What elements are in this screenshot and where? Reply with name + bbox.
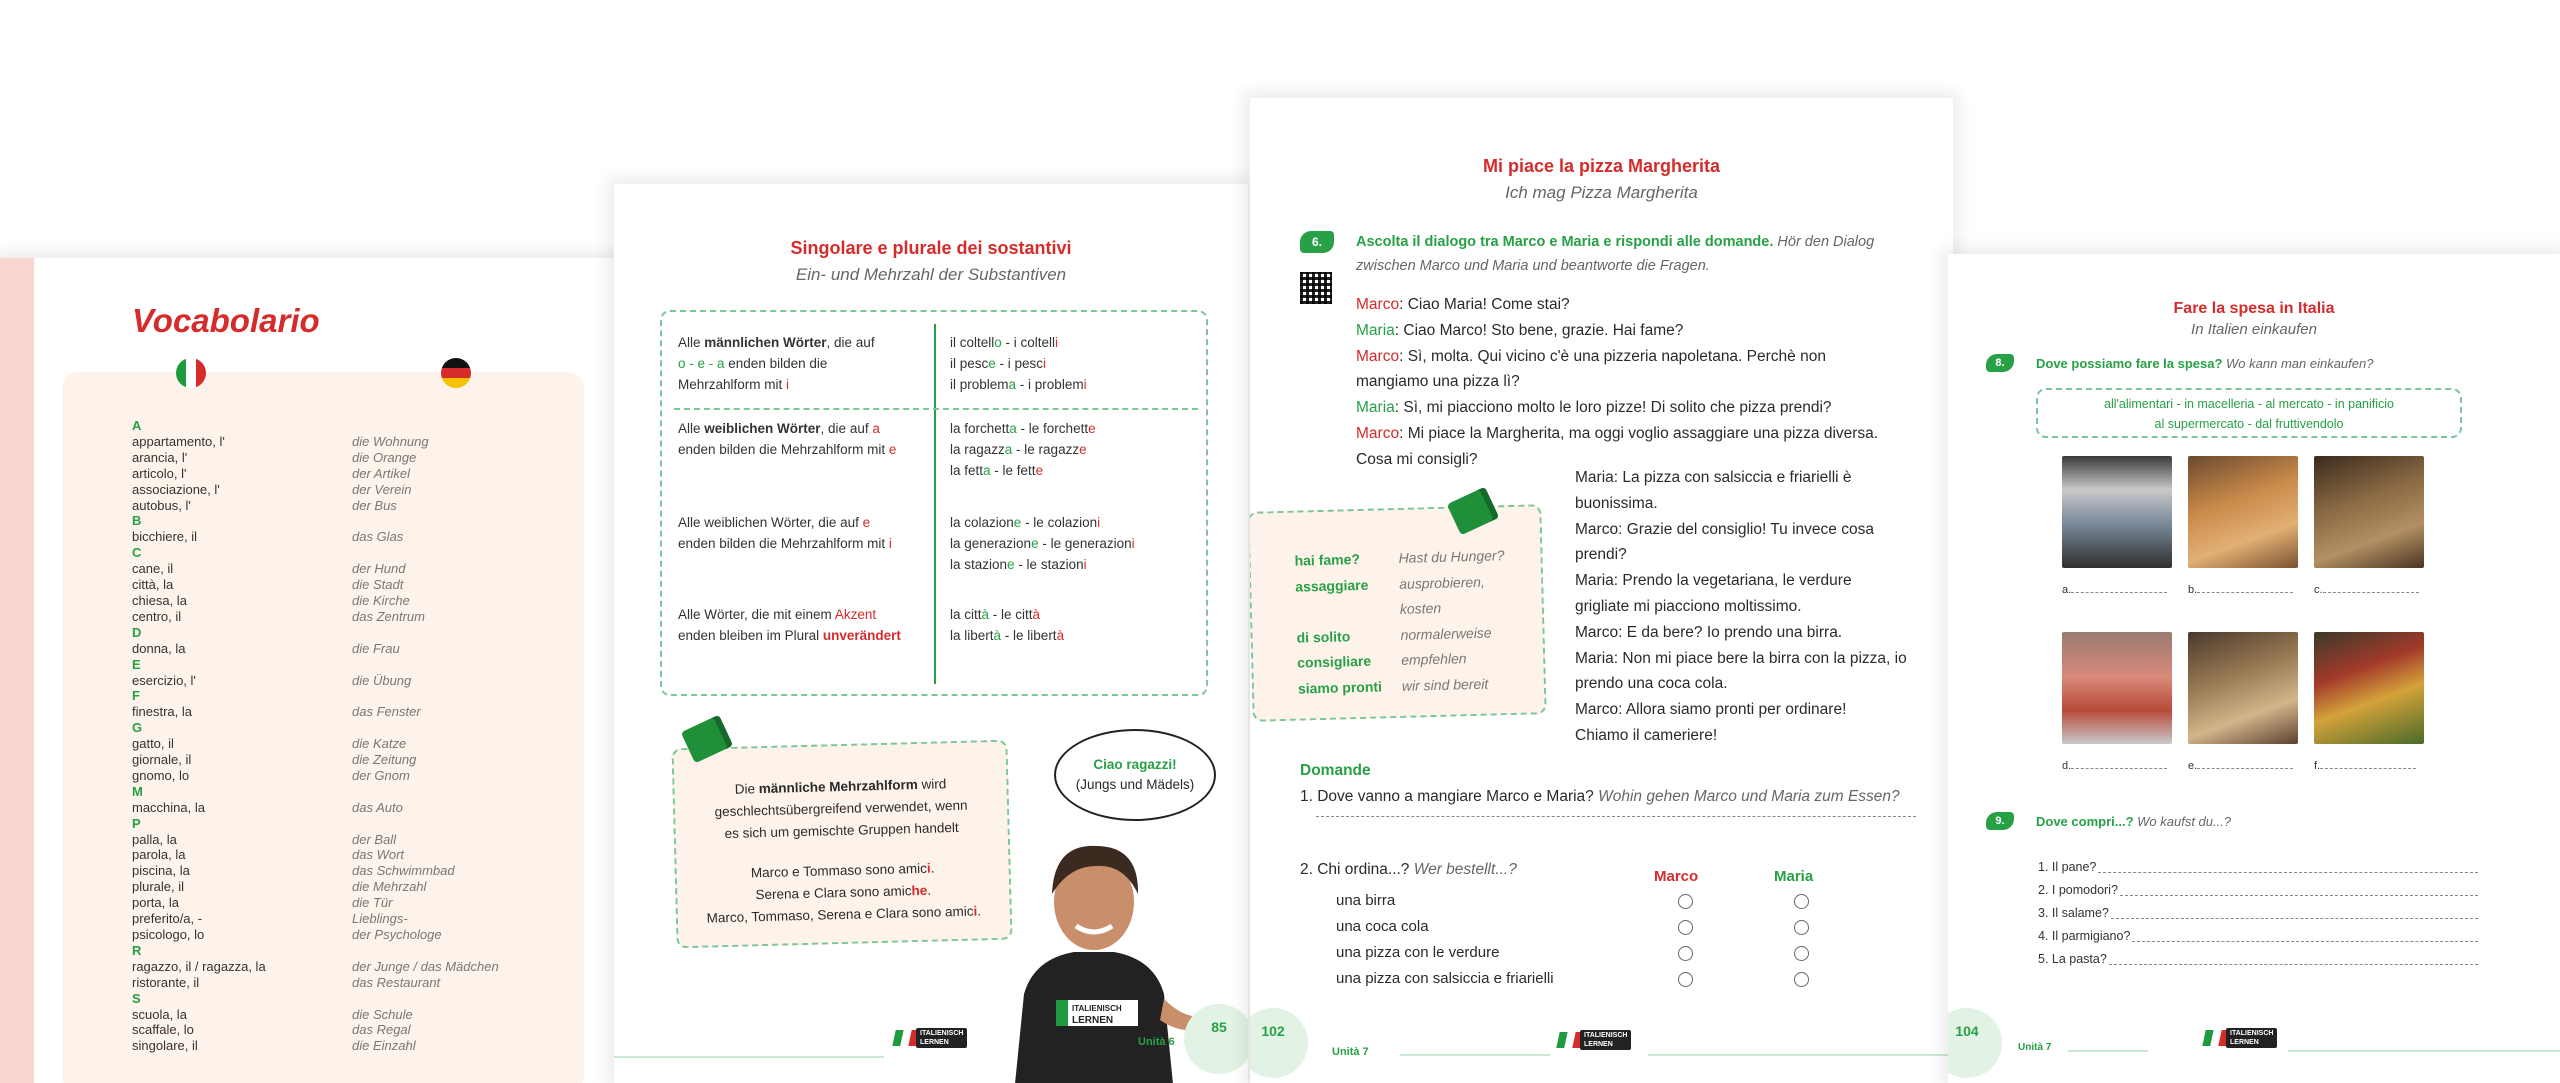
dialog-text: : Mi piace la Margherita, ma oggi voglio assaggiare una pizza diversa. (1399, 424, 1879, 442)
answer-blank[interactable] (2197, 592, 2293, 593)
vocab-german: das Regal (352, 1022, 411, 1038)
photo-market (2314, 632, 2424, 744)
page-title (1250, 156, 1953, 203)
buy-question-text: 2. I pomodori? (2038, 883, 2118, 897)
vocab-italian: esercizio, l' (132, 672, 196, 688)
examples-feminine-e: la colazione - le colazioni la generazione - le generazioni la stazione - le stazioni (950, 515, 1135, 572)
dialog-text (1356, 292, 1916, 473)
vocab-italian: ragazzo, il / ragazza, la (132, 958, 266, 974)
grammar-table (660, 310, 1208, 696)
vocab-german: die Tür (352, 895, 393, 911)
buy-question (2038, 948, 2478, 971)
radio-maria[interactable] (1794, 946, 1809, 961)
bubble-translation: (Jungs und Mädels) (1075, 777, 1195, 792)
glossary-translation: kosten (1399, 599, 1442, 617)
vocab-italian: macchina, la (132, 799, 205, 815)
order-item-label: una pizza con salsiccia e friarielli (1336, 970, 1554, 987)
vocab-row (132, 927, 552, 943)
vocab-title: Vocabolario (132, 302, 320, 339)
vocab-letter: B (132, 513, 142, 529)
glossary-term: hai fame? (1294, 550, 1361, 569)
shirt-text-2: LERNEN (1072, 1015, 1114, 1026)
vocab-italian: associazione, l' (132, 481, 220, 497)
examples-accent: la città - le città la libertà - le libertà (950, 607, 1065, 643)
photo-label (2062, 584, 2167, 596)
page-title (614, 238, 1248, 285)
dialog-line (1356, 318, 1916, 344)
vocab-italian: plurale, il (132, 879, 185, 895)
vocab-row (132, 593, 552, 609)
answer-line[interactable] (1316, 816, 1916, 817)
dialog-line (1356, 292, 1916, 318)
vocab-german: der Bus (352, 497, 397, 513)
shop-options-line-2: al supermercato - dal fruttivendolo (2154, 417, 2344, 431)
dialog-text-continued (1575, 465, 1915, 749)
answer-blank[interactable] (2197, 768, 2293, 769)
speaker-name: Marco (1575, 623, 1619, 641)
photo-label (2188, 584, 2293, 596)
dialog-text: : Prendo la vegetariana, le verdure (1613, 572, 1852, 590)
photo-bakery (2188, 456, 2298, 568)
vocab-row (132, 561, 552, 577)
vocab-row (132, 879, 552, 895)
question-8: Dove possiamo fare la spesa? Wo kann man einkaufen? (2036, 356, 2374, 371)
buy-list (2038, 856, 2478, 971)
vocab-italian: finestra, la (132, 704, 192, 720)
table-row-divider (674, 408, 1198, 410)
vocab-italian: psicologo, lo (132, 927, 205, 942)
speaker-name: Maria (1575, 469, 1614, 486)
glossary-term (1296, 597, 1401, 625)
dialog-line (1575, 620, 1915, 646)
order-item-label: una pizza con le verdure (1336, 944, 1500, 961)
vocab-letter: A (132, 418, 142, 433)
radio-marco[interactable] (1678, 920, 1693, 935)
vocab-italian: scaffale, lo (132, 1022, 194, 1038)
vocab-german: die Wohnung (352, 433, 429, 449)
examples-masculine: il coltello - i coltelli il pesce - i pesci il problema - i problemi (950, 335, 1087, 392)
photo-letter: b. (2188, 584, 2198, 596)
photo-letter: a. (2062, 584, 2072, 596)
page-title (1948, 300, 2560, 338)
speaker-name: Marco (1356, 424, 1400, 442)
photo-supermarket (2062, 456, 2172, 568)
dialog-text: : Sì, molta. Qui vicino c'è una pizzeria napoletana. Perchè non (1399, 347, 1826, 365)
vocab-row (132, 577, 552, 593)
rule-feminine-e: Alle weiblichen Wörter, die auf e enden bilden die Mehrzahlform mit i (678, 515, 892, 551)
vocab-row (132, 800, 552, 816)
vocab-german: die Frau (352, 640, 400, 656)
vocab-italian: palla, la (132, 831, 177, 847)
vocab-german: Lieblings- (352, 911, 408, 927)
dialog-line (1575, 517, 1915, 543)
vocab-italian: bicchiere, il (132, 529, 198, 545)
vocab-letter: S (132, 990, 141, 1006)
rule-accent: Alle Wörter, die mit einem Akzent enden bleiben im Plural unverändert (678, 607, 901, 643)
shop-options-line-1: all'alimentari - in macelleria - al mercato - in panificio (2104, 397, 2394, 411)
dialog-line (1575, 491, 1915, 517)
exercise-badge: 8. (1986, 354, 2014, 372)
dialog-line (1575, 568, 1915, 594)
radio-marco[interactable] (1678, 972, 1693, 987)
vocab-row (132, 434, 552, 450)
dialog-text: grigliate mi piacciono moltissimo. (1575, 597, 1802, 615)
speaker-name: Maria (1356, 399, 1395, 417)
column-marco: Marco (1654, 868, 1699, 885)
buy-question-text: 1. Il pane? (2038, 860, 2097, 874)
vocab-list (132, 418, 552, 1054)
grammar-page (614, 184, 1248, 1083)
glossary-note (1250, 504, 1547, 722)
vocab-row (132, 529, 552, 545)
radio-maria[interactable] (1794, 972, 1809, 987)
unit-label: Unità 6 (1138, 1036, 1175, 1048)
vocab-german: der Ball (352, 831, 397, 847)
vocab-german: der Psychologe (352, 927, 442, 942)
bubble-greeting: Ciao ragazzi! (1093, 757, 1177, 772)
unit-label: Unità 7 (1332, 1046, 1369, 1058)
vocab-letter: C (132, 545, 142, 561)
questions-section (1300, 762, 1920, 879)
vocab-italian: gnomo, lo (132, 767, 190, 783)
buy-question (2038, 879, 2478, 902)
shopping-page (1948, 254, 2560, 1083)
radio-marco[interactable] (1678, 894, 1693, 909)
vocab-italian: donna, la (132, 640, 186, 656)
vocab-german: das Wort (352, 847, 405, 863)
title-it: Fare la spesa in Italia (2173, 300, 2335, 317)
vocab-row (132, 673, 552, 689)
dialog-page (1250, 98, 1953, 1083)
shirt-text-1: ITALIENISCH (1072, 1004, 1122, 1013)
answer-line[interactable] (2132, 925, 2478, 942)
speaker-name: Marco (1575, 701, 1619, 719)
dialog-text: mangiamo una pizza lì? (1356, 373, 1520, 391)
vocab-italian: parola, la (132, 847, 186, 863)
glossary-term: di solito (1296, 627, 1351, 646)
dialog-text: buonissima. (1575, 494, 1658, 512)
vocab-italian: scuola, la (132, 1006, 187, 1022)
table-divider (934, 324, 936, 684)
exercise-instruction: Ascolta il dialogo tra Marco e Maria e rispondi alle domande. Hör den Dialog zwischen Marco und Maria und beantworte die Fragen. (1356, 234, 1875, 274)
glossary-term: siamo pronti (1297, 677, 1383, 697)
buy-question-text: 4. Il parmigiano? (2038, 929, 2131, 943)
dialog-text: : Allora siamo pronti per ordinare! (1618, 701, 1847, 719)
dialog-line (1356, 369, 1916, 395)
glossary-translation: empfehlen (1401, 650, 1467, 668)
answer-blank[interactable] (2320, 768, 2416, 769)
answer-line[interactable] (2109, 948, 2478, 965)
speech-bubble (1054, 729, 1216, 821)
vocab-row (132, 704, 552, 720)
vocab-german: das Auto (352, 799, 403, 815)
vocab-italian: singolare, il (132, 1038, 198, 1054)
photo-label (2188, 760, 2293, 772)
vocab-german: die Orange (352, 449, 417, 465)
question-2: 2. Chi ordina...? Wer bestellt...? (1300, 861, 1517, 878)
dialog-line (1575, 697, 1915, 723)
vocab-italian: piscina, la (132, 863, 190, 879)
vocab-italian: porta, la (132, 895, 179, 911)
rule-masculine: Alle männlichen Wörter, die auf o - e - a enden bilden die Mehrzahlform mit i (678, 335, 875, 392)
dialog-text: Cosa mi consigli? (1356, 450, 1478, 468)
dialog-line (1575, 723, 1915, 749)
page-number: 102 (1250, 1008, 1308, 1078)
dialog-text: : Ciao Marco! Sto bene, grazie. Hai fame? (1394, 321, 1684, 339)
dialog-line (1575, 542, 1915, 568)
speaker-name: Marco (1575, 520, 1619, 538)
vocab-letter: E (132, 656, 141, 672)
dialog-line (1575, 594, 1915, 620)
page-number: 85 (1184, 1004, 1248, 1074)
photo-letter: f. (2314, 760, 2321, 772)
vocab-row (132, 911, 552, 927)
speaker-name: Maria (1356, 321, 1395, 339)
answer-line[interactable] (2111, 902, 2478, 919)
exercise-badge: 6. (1300, 231, 1334, 253)
vocab-italian: autobus, l' (132, 497, 191, 513)
vocab-italian: arancia, l' (132, 449, 188, 465)
speaker-name: Maria (1575, 649, 1614, 667)
vocab-german: die Zeitung (352, 752, 417, 768)
photo-label (2314, 584, 2419, 596)
vocab-italian: preferito/a, - (132, 911, 203, 927)
vocab-german: die Übung (352, 672, 412, 688)
shop-options-box (2036, 388, 2462, 438)
answer-line[interactable] (2098, 856, 2478, 873)
german-flag-icon (441, 358, 471, 388)
page-edge-strip (0, 258, 34, 1083)
vocab-row (132, 863, 552, 879)
answer-blank[interactable] (2323, 592, 2419, 593)
question-1: 1. Dove vanno a mangiare Marco e Maria? Wohin gehen Marco und Maria zum Essen? (1300, 788, 1900, 805)
vocab-italian: ristorante, il (132, 974, 200, 990)
glossary-term: consigliare (1297, 652, 1372, 671)
vocab-german: der Verein (352, 481, 412, 497)
answer-blank[interactable] (2071, 592, 2167, 593)
order-item-label: una coca cola (1336, 918, 1429, 935)
footer-line (1400, 1054, 1550, 1056)
questions-title: Domande (1300, 762, 1371, 779)
glossary-translation: Hast du Hunger? (1398, 547, 1505, 566)
vocab-italian: cane, il (132, 561, 174, 577)
vocab-italian: città, la (132, 577, 174, 593)
vocab-letter: F (132, 688, 140, 704)
buy-question (2038, 925, 2478, 948)
vocab-german: die Mehrzahl (352, 879, 427, 895)
glossary-translation: normalerweise (1400, 624, 1492, 643)
photo-butcher (2062, 632, 2172, 744)
footer-line (1648, 1054, 1953, 1056)
buy-question-text: 5. La pasta? (2038, 952, 2107, 966)
page-number: 104 (1948, 1008, 2002, 1078)
rule-feminine-a: Alle weiblichen Wörter, die auf a enden bilden die Mehrzahlform mit e (678, 421, 897, 457)
exercise-badge: 9. (1986, 812, 2014, 830)
vocab-italian: giornale, il (132, 752, 192, 768)
answer-line[interactable] (2120, 879, 2478, 896)
vocab-italian: gatto, il (132, 736, 174, 752)
examples-feminine-a: la forchetta - le forchette la ragazza - le ragazze la fetta - le fette (950, 421, 1096, 478)
vocab-german: die Katze (352, 736, 407, 752)
vocab-german: das Restaurant (352, 974, 441, 990)
vocab-german: die Einzahl (352, 1038, 416, 1054)
photo-label (2314, 760, 2416, 772)
vocab-letter: M (132, 783, 143, 799)
buy-question-text: 3. Il salame? (2038, 906, 2109, 920)
vocab-letter: P (132, 815, 141, 831)
photo-letter: d. (2062, 760, 2072, 772)
vocab-german: das Schwimmbad (352, 863, 455, 879)
vocab-row (132, 975, 552, 991)
title-de: Ich mag Pizza Margherita (1505, 183, 1698, 202)
unit-label: Unità 7 (2018, 1042, 2052, 1053)
title-de: Ein- und Mehrzahl der Substantiven (795, 265, 1067, 284)
dialog-text: : Non mi piace bere la birra con la pizza, io (1613, 649, 1907, 667)
vocab-row (132, 959, 552, 975)
photo-letter: c. (2314, 584, 2323, 596)
vocab-italian: centro, il (132, 608, 182, 624)
order-item-label: una birra (1336, 892, 1396, 909)
title-it: Mi piace la pizza Margherita (1482, 156, 1721, 176)
teacher-illustration (974, 824, 1214, 1083)
footer-line (2068, 1050, 2148, 1052)
dialog-text: Chiamo il cameriere! (1575, 726, 1718, 744)
vocab-row (132, 498, 552, 514)
glossary-term: assaggiare (1295, 576, 1369, 595)
buy-question (2038, 902, 2478, 925)
footer-line (614, 1056, 884, 1058)
vocab-row (132, 482, 552, 498)
vocab-row (132, 736, 552, 752)
glossary-translation: wir sind bereit (1401, 675, 1489, 694)
vocab-row (132, 847, 552, 863)
logo: ITALIENISCH LERNEN (1558, 1028, 1634, 1052)
dialog-text: prendo una coca cola. (1575, 675, 1728, 693)
masculine-plural-note: Die männliche Mehrzahlform wird geschlechtsübergreifend verwendet, wenn es sich um gemischte Gruppen handelt Marco e Tommaso sono amici. Serena e Clara sono amiche. Marco, Tommaso, Serena e Clara sono amici. (671, 740, 1012, 949)
vocab-row (132, 1038, 552, 1054)
speaker-name: Maria (1575, 572, 1614, 590)
vocabulary-page (0, 258, 616, 1083)
glossary-row (1298, 670, 1545, 702)
dialog-text: : Ciao Maria! Come stai? (1399, 296, 1570, 313)
photo-letter: e. (2188, 760, 2198, 772)
dialog-text: : Sì, mi piacciono molto le loro pizze! Di solito che pizza prendi? (1394, 399, 1832, 417)
vocab-italian: appartamento, l' (132, 433, 225, 449)
vocab-row (132, 1007, 552, 1023)
radio-marco[interactable] (1678, 946, 1693, 961)
dialog-text: : E da bere? Io prendo una birra. (1618, 623, 1843, 641)
vocab-row (132, 450, 552, 466)
vocab-letter: G (132, 720, 143, 736)
buy-question (2038, 856, 2478, 879)
vocab-row (132, 641, 552, 657)
answer-blank[interactable] (2071, 768, 2167, 769)
dialog-line (1575, 646, 1915, 672)
column-maria: Maria (1774, 868, 1814, 885)
speaker-name: Marco (1356, 347, 1400, 365)
vocab-row (132, 768, 552, 784)
radio-maria[interactable] (1794, 920, 1809, 935)
vocab-letter: R (132, 942, 142, 958)
vocab-german: das Fenster (352, 704, 421, 720)
dialog-line (1356, 344, 1916, 370)
photo-label (2062, 760, 2167, 772)
radio-maria[interactable] (1794, 894, 1809, 909)
qr-code-icon[interactable] (1300, 272, 1332, 304)
speaker-name: Marco (1356, 296, 1400, 313)
dialog-text: : La pizza con salsiccia e friarielli è (1613, 469, 1852, 486)
glossary-translation: ausprobieren, (1399, 573, 1486, 592)
photo-grocery (2314, 456, 2424, 568)
dialog-line (1356, 421, 1916, 447)
dialog-text: : Grazie del consiglio! Tu invece cosa (1618, 520, 1874, 538)
vocab-italian: articolo, l' (132, 465, 187, 481)
footer-line (2288, 1050, 2560, 1052)
logo: ITALIENISCH LERNEN (894, 1026, 970, 1050)
vocab-row (132, 466, 552, 482)
vocab-german: die Schule (352, 1006, 413, 1022)
vocab-german: der Gnom (352, 767, 410, 783)
question-9: Dove compri...? Wo kaufst du...? (2036, 814, 2232, 829)
vocab-german: das Zentrum (352, 608, 425, 624)
dialog-line (1356, 395, 1916, 421)
vocab-german: der Artikel (352, 465, 411, 481)
vocab-row (132, 832, 552, 848)
dialog-text: prendi? (1575, 546, 1627, 564)
vocab-german: das Glas (352, 529, 404, 545)
photo-deli (2188, 632, 2298, 744)
italian-flag-icon (176, 358, 206, 388)
vocab-italian: chiesa, la (132, 592, 187, 608)
vocab-letter: D (132, 624, 142, 640)
vocab-row (132, 752, 552, 768)
vocab-german: der Junge / das Mädchen (352, 958, 499, 974)
dialog-line (1575, 671, 1915, 697)
vocab-row (132, 1022, 552, 1038)
logo: ITALIENISCH LERNEN (2204, 1026, 2280, 1050)
vocab-german: der Hund (352, 561, 406, 577)
vocab-german: die Kirche (352, 592, 410, 608)
vocab-row (132, 609, 552, 625)
title-de: In Italien einkaufen (2191, 321, 2317, 338)
dialog-line (1575, 465, 1915, 491)
title-it: Singolare e plurale dei sostantivi (790, 238, 1072, 258)
vocab-german: die Stadt (352, 577, 404, 593)
vocab-row (132, 895, 552, 911)
